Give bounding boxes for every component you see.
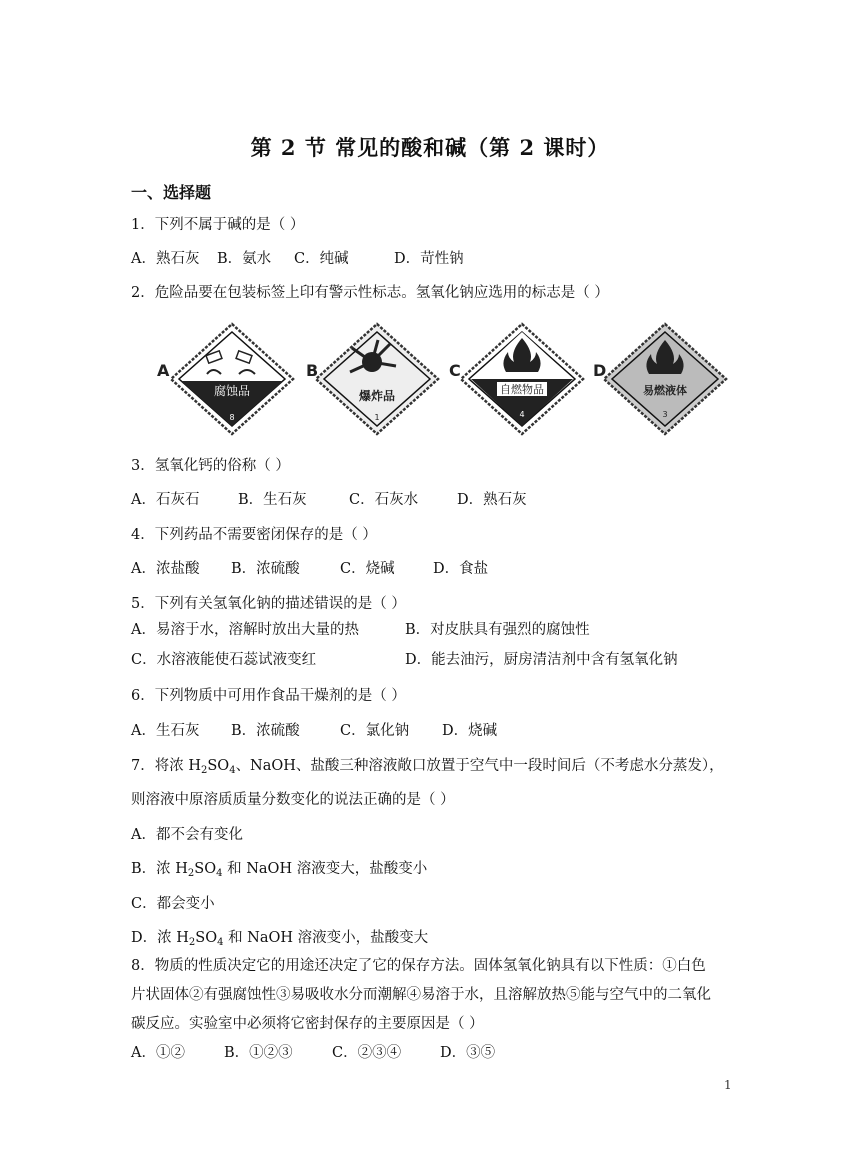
sign-c-number: 4 xyxy=(519,410,525,419)
question-7-stem-line2: 则溶液中原溶质质量分数变化的说法正确的是（ ） xyxy=(131,792,455,808)
sign-c-letter: C xyxy=(449,361,461,380)
question-5-options-row2 xyxy=(131,650,678,670)
sign-c-label: 自燃物品 xyxy=(500,383,544,396)
option-c[interactable]: C．都会变小 xyxy=(131,896,215,912)
option-a[interactable]: A．①② xyxy=(131,1045,185,1061)
sign-b-explosive[interactable] xyxy=(312,320,442,438)
question-4-options xyxy=(131,559,488,579)
sign-d-flammable-liquid[interactable] xyxy=(600,320,730,438)
question-5-options-row1 xyxy=(131,620,590,640)
question-8-line3: 碳反应。实验室中必须将它密封保存的主要原因是（ ） xyxy=(131,1016,484,1032)
sign-a-label: 腐蚀品 xyxy=(213,384,251,398)
option-b[interactable]: B．对皮肤具有强烈的腐蚀性 xyxy=(405,622,590,638)
question-8-line1: 8．物质的性质决定它的用途还决定了它的保存方法。固体氢氧化钠具有以下性质：①白色 xyxy=(131,958,706,974)
option-b[interactable]: B．浓 $H_2SO_4$ 和 NaOH 溶液变大，盐酸变小 xyxy=(131,861,428,879)
question-1-options xyxy=(131,249,464,269)
sign-a-number: 8 xyxy=(229,413,235,422)
option-b[interactable]: B．浓硫酸 xyxy=(231,723,300,739)
option-c[interactable]: C．氯化钠 xyxy=(340,723,410,739)
sign-d-label: 易燃液体 xyxy=(643,384,687,397)
page-number: 1 xyxy=(724,1078,732,1092)
option-d[interactable]: D．苛性钠 xyxy=(394,251,464,267)
question-8-line2: 片状固体②有强腐蚀性③易吸收水分而潮解④易溶于水，且溶解放热⑤能与空气中的二氧化 xyxy=(131,987,711,1003)
option-b[interactable]: B．生石灰 xyxy=(238,492,307,508)
question-3-stem: 3．氢氧化钙的俗称（ ） xyxy=(131,458,290,474)
sign-b-letter: B xyxy=(306,361,319,380)
question-6-stem: 6．下列物质中可用作食品干燥剂的是（ ） xyxy=(131,688,406,704)
question-8-options xyxy=(131,1043,495,1063)
option-c[interactable]: C．纯碱 xyxy=(294,251,349,267)
page-title: 第 2 节 常见的酸和碱（第 2 课时） xyxy=(250,135,610,160)
option-b[interactable]: B．氨水 xyxy=(217,251,272,267)
option-d[interactable]: D．③⑤ xyxy=(440,1045,496,1061)
question-6-options xyxy=(131,721,497,741)
option-a[interactable]: A．熟石灰 xyxy=(131,251,200,267)
sign-b-number: 1 xyxy=(374,413,380,422)
sign-b-label: 爆炸品 xyxy=(358,389,396,403)
option-a[interactable]: A．石灰石 xyxy=(131,492,200,508)
option-a[interactable]: A．生石灰 xyxy=(131,723,200,739)
sign-c-spontaneous-combustion[interactable] xyxy=(457,320,587,438)
question-4-stem: 4．下列药品不需要密闭保存的是（ ） xyxy=(131,527,377,543)
option-c[interactable]: C．水溶液能使石蕊试液变红 xyxy=(131,652,317,668)
sign-a-letter: A xyxy=(157,361,170,380)
option-d[interactable]: D．浓 $H_2SO_4$ 和 NaOH 溶液变小，盐酸变大 xyxy=(131,930,429,948)
sign-a-corrosive[interactable] xyxy=(167,320,297,438)
sign-d-letter: D xyxy=(593,361,607,380)
option-d[interactable]: D．烧碱 xyxy=(442,723,498,739)
option-a[interactable]: A．浓盐酸 xyxy=(131,561,200,577)
option-a[interactable]: A．都不会有变化 xyxy=(131,827,243,843)
option-a[interactable]: A．易溶于水，溶解时放出大量的热 xyxy=(131,622,359,638)
option-d[interactable]: D．熟石灰 xyxy=(457,492,527,508)
option-c[interactable]: C．烧碱 xyxy=(340,561,395,577)
question-5-stem: 5．下列有关氢氧化钠的描述错误的是（ ） xyxy=(131,596,406,612)
option-b[interactable]: B．①②③ xyxy=(224,1045,293,1061)
question-7-stem: 7．将浓 $H_2SO_4$、NaOH、盐酸三种溶液敞口放置于空气中一段时间后（不考虑水分蒸发）， xyxy=(131,758,724,776)
question-2-stem: 2．危险品要在包装标签上印有警示性标志。氢氧化钠应选用的标志是（ ） xyxy=(131,285,609,301)
sign-d-number: 3 xyxy=(662,410,668,419)
option-d[interactable]: D．能去油污，厨房清洁剂中含有氢氧化钠 xyxy=(405,652,678,668)
option-b[interactable]: B．浓硫酸 xyxy=(231,561,300,577)
option-d[interactable]: D．食盐 xyxy=(433,561,489,577)
option-c[interactable]: C．石灰水 xyxy=(349,492,419,508)
option-c[interactable]: C．②③④ xyxy=(332,1045,402,1061)
section-heading: 一、选择题 xyxy=(131,183,212,202)
question-1-stem: 1．下列不属于碱的是（ ） xyxy=(131,217,305,233)
question-3-options xyxy=(131,490,527,510)
